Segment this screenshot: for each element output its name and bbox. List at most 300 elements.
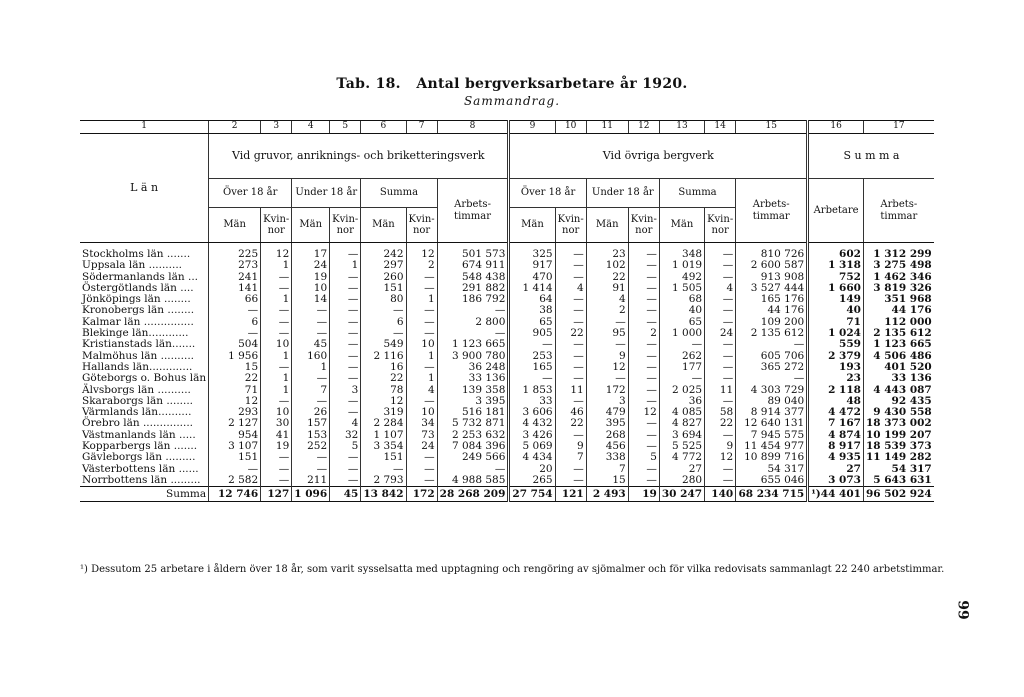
table-cell: 1 024	[808, 328, 864, 339]
table-cell: 1	[406, 351, 437, 362]
table-cell: 674 911	[437, 260, 509, 271]
table-cell: 325	[509, 243, 555, 261]
lan-name: Uppsala län ..........	[82, 259, 182, 272]
table-cell: 10	[261, 407, 292, 418]
footnote: ¹) Dessutom 25 arbetare i åldern över 18 år, som varit sysselsatta med upptagning och rengöring av sjömalmer och för vilka redovisats sammanlagt 22 240 arbetstimmar.	[80, 564, 945, 575]
table-cell: —	[330, 339, 361, 350]
table-cell: 151	[361, 452, 406, 463]
table-cell: 3 694	[659, 430, 704, 441]
table-cell: 38	[509, 305, 555, 316]
table-cell: —	[509, 339, 555, 350]
lan-name: Malmöhus län ..........	[82, 349, 194, 362]
table-cell: —	[209, 328, 261, 339]
table-cell: 4	[555, 283, 586, 294]
group-header-row	[80, 134, 934, 179]
table-cell: 2	[628, 328, 659, 339]
table-cell: —	[555, 373, 586, 384]
table-cell: 3 073	[808, 475, 864, 487]
column-number: 6	[361, 121, 406, 134]
table-cell: —	[555, 475, 586, 487]
lan-name: Västerbottens län ......	[82, 462, 199, 475]
table-cell: —	[406, 396, 437, 407]
table-cell: 12	[705, 452, 736, 463]
table-cell: 338	[586, 452, 628, 463]
table-cell: —	[330, 243, 361, 261]
table-cell: 10	[406, 407, 437, 418]
man-header: Män	[209, 208, 261, 243]
table-cell: 71	[209, 385, 261, 396]
table-cell: 1 123 665	[863, 339, 933, 350]
table-cell: 165 176	[736, 294, 808, 305]
lan-name: Älvsborgs län ..........	[82, 383, 191, 396]
table-cell: 3 107	[209, 441, 261, 452]
table-cell: 153	[292, 430, 330, 441]
statistics-table	[80, 120, 934, 502]
table-row	[80, 272, 934, 283]
table-cell: —	[406, 362, 437, 373]
column-number: 8	[437, 121, 509, 134]
table-cell: 2 135 612	[736, 328, 808, 339]
summa-header-1: Summa	[361, 179, 437, 208]
group-header-sum: S u m m a	[808, 134, 934, 179]
table-cell: 92 435	[863, 396, 933, 407]
table-cell: —	[555, 317, 586, 328]
table-cell: —	[261, 396, 292, 407]
table-cell: 242	[361, 243, 406, 261]
table-cell: 319	[361, 407, 406, 418]
table-cell: 58	[705, 407, 736, 418]
table-cell: —	[330, 328, 361, 339]
table-cell: —	[437, 305, 509, 316]
table-cell: 4 434	[509, 452, 555, 463]
table-cell: 4 935	[808, 452, 864, 463]
table-cell: 4 303 729	[736, 385, 808, 396]
table-cell: —	[292, 452, 330, 463]
table-row	[80, 475, 934, 487]
table-cell: 10 899 716	[736, 452, 808, 463]
group-header-mines: Vid gruvor, anriknings- och briketteringsverk	[209, 134, 509, 179]
table-cell: —	[361, 464, 406, 475]
table-cell: 2 379	[808, 351, 864, 362]
table-row	[80, 317, 934, 328]
table-cell: 2 135 612	[863, 328, 933, 339]
table-cell: 193	[808, 362, 864, 373]
table-cell: 12	[209, 396, 261, 407]
lan-name: Kronobergs län ........	[82, 304, 195, 317]
table-cell: 4	[330, 418, 361, 429]
table-cell: 40	[659, 305, 704, 316]
table-cell: 27	[659, 464, 704, 475]
table-cell: —	[659, 339, 704, 350]
table-cell: —	[555, 305, 586, 316]
table-cell: —	[209, 464, 261, 475]
table-cell: 559	[808, 339, 864, 350]
table-cell: —	[555, 260, 586, 271]
table-cell: 160	[292, 351, 330, 362]
table-cell: —	[628, 294, 659, 305]
table-cell: 23	[586, 243, 628, 261]
table-cell: 14	[292, 294, 330, 305]
column-number: 13	[659, 121, 704, 134]
table-cell: 44 176	[863, 305, 933, 316]
table-cell: 22	[555, 328, 586, 339]
table-row	[80, 328, 934, 339]
table-cell: 112 000	[863, 317, 933, 328]
table-cell: 20	[509, 464, 555, 475]
table-row	[80, 283, 934, 294]
lan-name: Kalmar län ...............	[82, 315, 194, 328]
table-cell: —	[628, 385, 659, 396]
table-cell: —	[406, 317, 437, 328]
table-cell: —	[555, 272, 586, 283]
table-cell: 1 019	[659, 260, 704, 271]
table-cell: 7 084 396	[437, 441, 509, 452]
table-cell: —	[437, 328, 509, 339]
table-row	[80, 452, 934, 463]
table-cell: 1 414	[509, 283, 555, 294]
table-cell: 3 606	[509, 407, 555, 418]
table-cell: 3 354	[361, 441, 406, 452]
lan-name: Värmlands län..........	[82, 406, 192, 419]
table-cell: 1 312 299	[863, 243, 933, 261]
table-cell: —	[705, 430, 736, 441]
table-cell: 9	[586, 351, 628, 362]
table-cell: 1 096	[292, 487, 330, 502]
table-cell: —	[209, 305, 261, 316]
column-number: 5	[330, 121, 361, 134]
table-cell: 2 253 632	[437, 430, 509, 441]
table-cell: 913 908	[736, 272, 808, 283]
column-number: 4	[292, 121, 330, 134]
table-cell: 1 462 346	[863, 272, 933, 283]
table-cell: —	[292, 328, 330, 339]
table-cell: 40	[808, 305, 864, 316]
table-cell: —	[586, 339, 628, 350]
column-number: 9	[509, 121, 555, 134]
table-cell: —	[705, 362, 736, 373]
table-cell: —	[361, 328, 406, 339]
table-cell: 28 268 209	[437, 487, 509, 502]
table-cell: —	[437, 464, 509, 475]
table-cell: 504	[209, 339, 261, 350]
table-cell: 297	[361, 260, 406, 271]
table-cell: —	[628, 464, 659, 475]
table-cell: 18 539 373	[863, 441, 933, 452]
table-cell: 71	[808, 317, 864, 328]
table-cell: —	[406, 328, 437, 339]
arbetstimmar-header-2: Arbets-timmar	[736, 179, 808, 243]
table-cell: 186 792	[437, 294, 509, 305]
table-cell: 10	[292, 283, 330, 294]
man-header: Män	[292, 208, 330, 243]
table-cell: 456	[586, 441, 628, 452]
table-cell: 127	[261, 487, 292, 502]
table-cell: 395	[586, 418, 628, 429]
table-cell: —	[330, 272, 361, 283]
table-cell: 655 046	[736, 475, 808, 487]
table-cell: —	[555, 362, 586, 373]
table-cell: 5	[330, 441, 361, 452]
table-cell: 6	[209, 317, 261, 328]
table-cell: 68 234 715	[736, 487, 808, 502]
table-cell: —	[586, 317, 628, 328]
table-cell: —	[555, 351, 586, 362]
table-cell: ¹)44 401	[808, 487, 864, 502]
table-cell: 470	[509, 272, 555, 283]
table-cell: —	[586, 373, 628, 384]
table-cell: 280	[659, 475, 704, 487]
table-cell: 516 181	[437, 407, 509, 418]
table-cell: 96 502 924	[863, 487, 933, 502]
table-cell: 19	[292, 272, 330, 283]
table-cell: —	[628, 475, 659, 487]
table-cell: 12 746	[209, 487, 261, 502]
table-cell: 12 640 131	[736, 418, 808, 429]
table-cell: —	[330, 452, 361, 463]
table-row	[80, 418, 934, 429]
table-cell: 253	[509, 351, 555, 362]
lan-name: Göteborgs o. Bohus län	[82, 372, 207, 385]
table-cell: 91	[586, 283, 628, 294]
table-cell: —	[705, 305, 736, 316]
group-header-other: Vid övriga bergverk	[509, 134, 808, 179]
table-cell: 16	[361, 362, 406, 373]
table-cell: 5	[628, 452, 659, 463]
table-cell: 172	[406, 487, 437, 502]
table-cell: —	[736, 339, 808, 350]
table-cell: 10	[406, 339, 437, 350]
table-cell: —	[736, 373, 808, 384]
table-cell: 4 874	[808, 430, 864, 441]
table-cell: 252	[292, 441, 330, 452]
column-number: 7	[406, 121, 437, 134]
table-cell: 501 573	[437, 243, 509, 261]
table-cell: 9	[555, 441, 586, 452]
table-cell: 2 118	[808, 385, 864, 396]
table-cell: —	[330, 475, 361, 487]
table-cell: 12	[361, 396, 406, 407]
table-cell: 165	[509, 362, 555, 373]
table-cell: —	[628, 243, 659, 261]
table-cell: 44 176	[736, 305, 808, 316]
table-heading: Antal bergverksarbetare år 1920.	[416, 76, 688, 92]
table-cell: 348	[659, 243, 704, 261]
table-cell: —	[705, 272, 736, 283]
table-row	[80, 339, 934, 350]
kvinnor-header: Kvin-nor	[555, 208, 586, 243]
table-cell: —	[628, 283, 659, 294]
table-cell: 36 248	[437, 362, 509, 373]
table-cell: 4	[705, 283, 736, 294]
arbetstimmar-header-1: Arbets-timmar	[437, 179, 509, 243]
table-cell: —	[659, 373, 704, 384]
table-cell: 3 900 780	[437, 351, 509, 362]
table-cell: 917	[509, 260, 555, 271]
table-cell: 46	[555, 407, 586, 418]
table-cell: 102	[586, 260, 628, 271]
table-cell: 140	[705, 487, 736, 502]
table-cell: 11 149 282	[863, 452, 933, 463]
table-cell: 262	[659, 351, 704, 362]
table-cell: —	[261, 272, 292, 283]
table-cell: 10 199 207	[863, 430, 933, 441]
table-cell: 10	[261, 339, 292, 350]
table-cell: —	[406, 452, 437, 463]
table-cell: 249 566	[437, 452, 509, 463]
kvinnor-header: Kvin-nor	[705, 208, 736, 243]
table-cell: 9 430 558	[863, 407, 933, 418]
table-cell: —	[628, 430, 659, 441]
table-cell: —	[292, 305, 330, 316]
table-cell: 1	[261, 260, 292, 271]
table-cell: —	[555, 294, 586, 305]
lan-name: Hallands län.............	[82, 360, 193, 373]
table-cell: —	[292, 396, 330, 407]
table-cell: —	[330, 294, 361, 305]
lan-name: Örebro län ...............	[82, 417, 194, 430]
table-cell: 12	[406, 243, 437, 261]
table-cell: 15	[209, 362, 261, 373]
table-cell: 4 506 486	[863, 351, 933, 362]
table-cell: 5 525	[659, 441, 704, 452]
lan-name: Stockholms län .......	[82, 248, 191, 260]
table-cell: 7	[292, 385, 330, 396]
table-cell: 3 426	[509, 430, 555, 441]
table-cell: 177	[659, 362, 704, 373]
table-cell: —	[330, 283, 361, 294]
table-cell: —	[628, 351, 659, 362]
table-cell: 30 247	[659, 487, 704, 502]
table-cell: 157	[292, 418, 330, 429]
table-cell: 141	[209, 283, 261, 294]
table-cell: 32	[330, 430, 361, 441]
table-cell: 4 827	[659, 418, 704, 429]
table-cell: 48	[808, 396, 864, 407]
table-cell: 260	[361, 272, 406, 283]
table-cell: 3 819 326	[863, 283, 933, 294]
table-cell: 4 443 087	[863, 385, 933, 396]
table-cell: 33 136	[437, 373, 509, 384]
table-cell: —	[330, 396, 361, 407]
table-cell: 1	[261, 294, 292, 305]
table-cell: 1	[330, 260, 361, 271]
table-cell: 1 853	[509, 385, 555, 396]
column-number: 14	[705, 121, 736, 134]
table-cell: —	[261, 452, 292, 463]
table-cell: 4 432	[509, 418, 555, 429]
table-cell: —	[705, 260, 736, 271]
table-cell: 95	[586, 328, 628, 339]
table-cell: 5 732 871	[437, 418, 509, 429]
column-number-row	[80, 121, 934, 134]
table-cell: 149	[808, 294, 864, 305]
table-cell: 3 275 498	[863, 260, 933, 271]
table-cell: —	[705, 396, 736, 407]
table-cell: —	[628, 418, 659, 429]
table-number: Tab. 18.	[336, 76, 401, 92]
table-cell: 27 754	[509, 487, 555, 502]
table-cell: 1	[261, 351, 292, 362]
table-row	[80, 441, 934, 452]
table-cell: 492	[659, 272, 704, 283]
table-cell: 2 800	[437, 317, 509, 328]
over18-header-2: Över 18 år	[509, 179, 586, 208]
table-cell: 1 505	[659, 283, 704, 294]
table-cell: 2 582	[209, 475, 261, 487]
lan-name: Gävleborgs län .........	[82, 451, 196, 464]
column-number: 11	[586, 121, 628, 134]
column-number: 2	[209, 121, 261, 134]
table-row	[80, 373, 934, 384]
table-cell: —	[555, 430, 586, 441]
table-cell: 548 438	[437, 272, 509, 283]
man-header: Män	[361, 208, 406, 243]
lan-name: Skaraborgs län ........	[82, 394, 194, 407]
table-cell: 549	[361, 339, 406, 350]
table-cell: 2 493	[586, 487, 628, 502]
over18-header-1: Över 18 år	[209, 179, 292, 208]
table-cell: —	[261, 464, 292, 475]
table-cell: 22	[705, 418, 736, 429]
table-cell: 1	[261, 385, 292, 396]
table-cell: —	[330, 373, 361, 384]
table-cell: 121	[555, 487, 586, 502]
table-cell: 80	[361, 294, 406, 305]
sum-row	[80, 487, 934, 502]
table-cell: 89 040	[736, 396, 808, 407]
lan-name: Norrbottens län .........	[82, 473, 201, 486]
kvinnor-header: Kvin-nor	[628, 208, 659, 243]
table-cell: 2 116	[361, 351, 406, 362]
table-cell: 401 520	[863, 362, 933, 373]
subheader-row	[80, 179, 934, 208]
table-cell: 1	[406, 294, 437, 305]
table-cell: 13 842	[361, 487, 406, 502]
table-cell: 4 472	[808, 407, 864, 418]
table-cell: 752	[808, 272, 864, 283]
table-cell: 34	[406, 418, 437, 429]
table-cell: 2 284	[361, 418, 406, 429]
table-cell: 65	[509, 317, 555, 328]
lan-name: Västmanlands län .....	[82, 428, 196, 441]
table-cell: —	[628, 373, 659, 384]
table-cell: —	[628, 339, 659, 350]
table-cell: 4 772	[659, 452, 704, 463]
table-cell: 4 988 585	[437, 475, 509, 487]
table-cell: 54 317	[736, 464, 808, 475]
table-cell: 45	[292, 339, 330, 350]
table-cell: 7	[555, 452, 586, 463]
table-cell: —	[628, 272, 659, 283]
table-cell: 8 914 377	[736, 407, 808, 418]
column-number: 1	[80, 121, 209, 134]
table-cell: 18 373 002	[863, 418, 933, 429]
table-cell: —	[406, 272, 437, 283]
table-cell: 33	[509, 396, 555, 407]
table-cell: 905	[509, 328, 555, 339]
page-number: 99	[954, 600, 971, 620]
table-cell: 9	[705, 441, 736, 452]
table-cell: 7	[586, 464, 628, 475]
table-cell: 2 025	[659, 385, 704, 396]
table-cell: 22	[586, 272, 628, 283]
table-cell: 66	[209, 294, 261, 305]
table-cell: 241	[209, 272, 261, 283]
table-cell: 11	[705, 385, 736, 396]
table-cell: 64	[509, 294, 555, 305]
table-row	[80, 385, 934, 396]
kvinnor-header: Kvin-nor	[330, 208, 361, 243]
